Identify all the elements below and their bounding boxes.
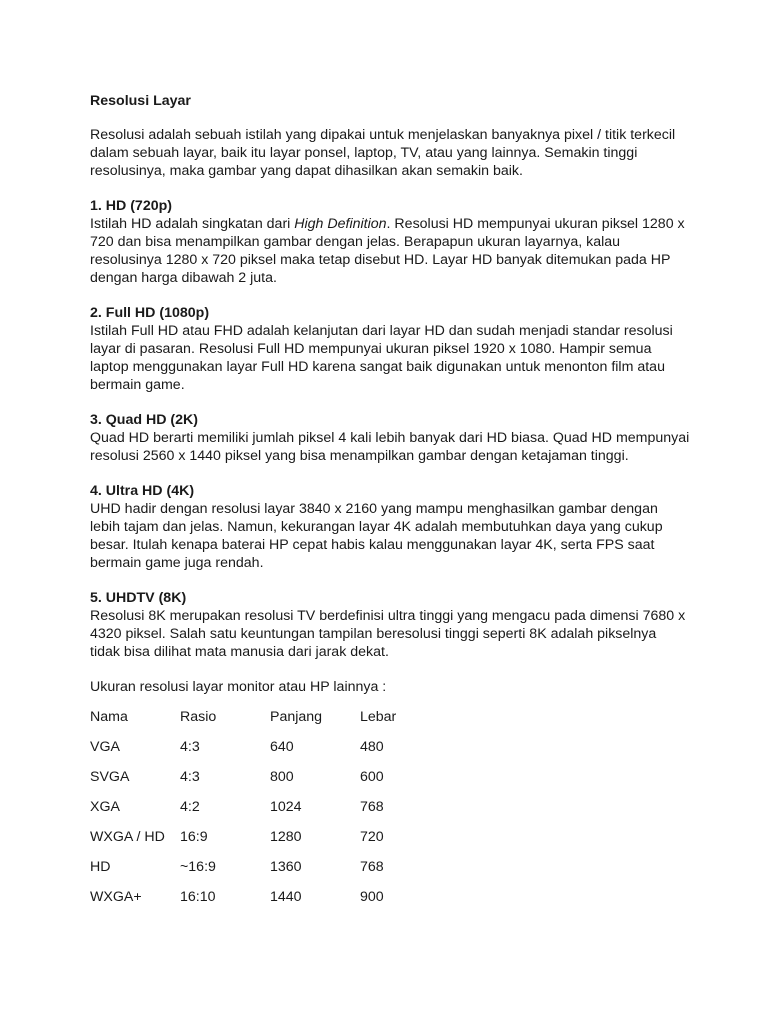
table-cell: 768: [360, 859, 384, 875]
table-cell: 800: [270, 769, 294, 785]
resolution-table: [90, 708, 450, 918]
table-cell: 16:9: [180, 829, 208, 845]
table-cell: 900: [360, 889, 384, 905]
table-cell: 480: [360, 739, 384, 755]
table-cell: 4:3: [180, 769, 200, 785]
section-body-text: . Resolusi HD mempunyai ukuran piksel 1280 x 720 dan bisa menampilkan gambar dengan jelas. Berapapun ukuran layarnya, kalau resolusinya 1280 x 720 piksel maka tetap disebut HD. Layar HD banyak ditemukan pada HP dengan harga dibawah 2 juta.: [90, 216, 685, 286]
table-cell: ~16:9: [180, 859, 216, 875]
table-cell: 600: [360, 769, 384, 785]
section-body: Resolusi 8K merupakan resolusi TV berdefinisi ultra tinggi yang mengacu pada dimensi 7680 x 4320 piksel. Salah satu keuntungan tampilan beresolusi tinggi seperti 8K adalah pikselnya tidak bisa dilihat mata manusia dari jarak dekat.: [90, 608, 686, 660]
section-quad-hd: [90, 411, 690, 465]
table-row: [90, 768, 450, 798]
table-header-cell: Lebar: [360, 709, 397, 725]
table-intro: Ukuran resolusi layar monitor atau HP lainnya :: [90, 679, 387, 695]
section-heading: 4. Ultra HD (4K): [90, 483, 195, 499]
table-row: [90, 858, 450, 888]
section-uhdtv: [90, 589, 690, 661]
table-header-cell: Nama: [90, 709, 128, 725]
table-header-cell: Rasio: [180, 709, 217, 725]
table-cell: XGA: [90, 799, 120, 815]
table-cell: 1024: [270, 799, 302, 815]
document-page: [90, 92, 690, 918]
section-body: Quad HD berarti memiliki jumlah piksel 4 kali lebih banyak dari HD biasa. Quad HD mempunyai resolusi 2560 x 1440 piksel yang bisa menampilkan gambar dengan ketajaman tinggi.: [90, 430, 690, 464]
section-body: [90, 215, 690, 287]
section-body-text: Istilah HD adalah singkatan dari: [90, 216, 295, 232]
table-row: [90, 888, 450, 918]
table-cell: 16:10: [180, 889, 216, 905]
table-cell: 1360: [270, 859, 302, 875]
table-cell: HD: [90, 859, 111, 875]
section-body: UHD hadir dengan resolusi layar 3840 x 2160 yang mampu menghasilkan gambar dengan lebih tajam dan jelas. Namun, kekurangan layar 4K adalah membutuhkan daya yang cukup besar. Itulah kenapa baterai HP cepat habis kalau menggunakan layar 4K, serta FPS saat bermain game juga rendah.: [90, 501, 663, 571]
section-body-italic: High Definition: [294, 216, 387, 232]
table-cell: SVGA: [90, 769, 130, 785]
table-cell: 1440: [270, 889, 302, 905]
section-heading: 1. HD (720p): [90, 198, 172, 214]
table-cell: VGA: [90, 739, 120, 755]
table-cell: WXGA / HD: [90, 829, 165, 845]
table-cell: 1280: [270, 829, 302, 845]
section-heading: 3. Quad HD (2K): [90, 412, 198, 428]
section-heading: 2. Full HD (1080p): [90, 305, 210, 321]
table-cell: 720: [360, 829, 384, 845]
table-row: [90, 798, 450, 828]
table-cell: 768: [360, 799, 384, 815]
table-header-cell: Panjang: [270, 709, 323, 725]
section-body: Istilah Full HD atau FHD adalah kelanjutan dari layar HD dan sudah menjadi standar resolusi layar di pasaran. Resolusi Full HD mempunyai ukuran piksel 1920 x 1080. Hampir semua laptop menggunakan layar Full HD karena sangat baik digunakan untuk menonton film atau bermain game.: [90, 323, 673, 393]
table-header-row: [90, 708, 450, 738]
section-ultra-hd: [90, 482, 690, 572]
document-title: Resolusi Layar: [90, 93, 191, 109]
table-row: [90, 738, 450, 768]
table-cell: 640: [270, 739, 294, 755]
table-row: [90, 828, 450, 858]
section-full-hd: [90, 304, 690, 394]
section-hd: [90, 197, 690, 287]
intro-paragraph: Resolusi adalah sebuah istilah yang dipakai untuk menjelaskan banyaknya pixel / titik terkecil dalam sebuah layar, baik itu layar ponsel, laptop, TV, atau yang lainnya. Semakin tinggi resolusinya, maka gambar yang dapat dihasilkan akan semakin baik.: [90, 127, 676, 179]
table-cell: 4:3: [180, 739, 200, 755]
table-cell: WXGA+: [90, 889, 142, 905]
section-heading: 5. UHDTV (8K): [90, 590, 187, 606]
table-cell: 4:2: [180, 799, 200, 815]
